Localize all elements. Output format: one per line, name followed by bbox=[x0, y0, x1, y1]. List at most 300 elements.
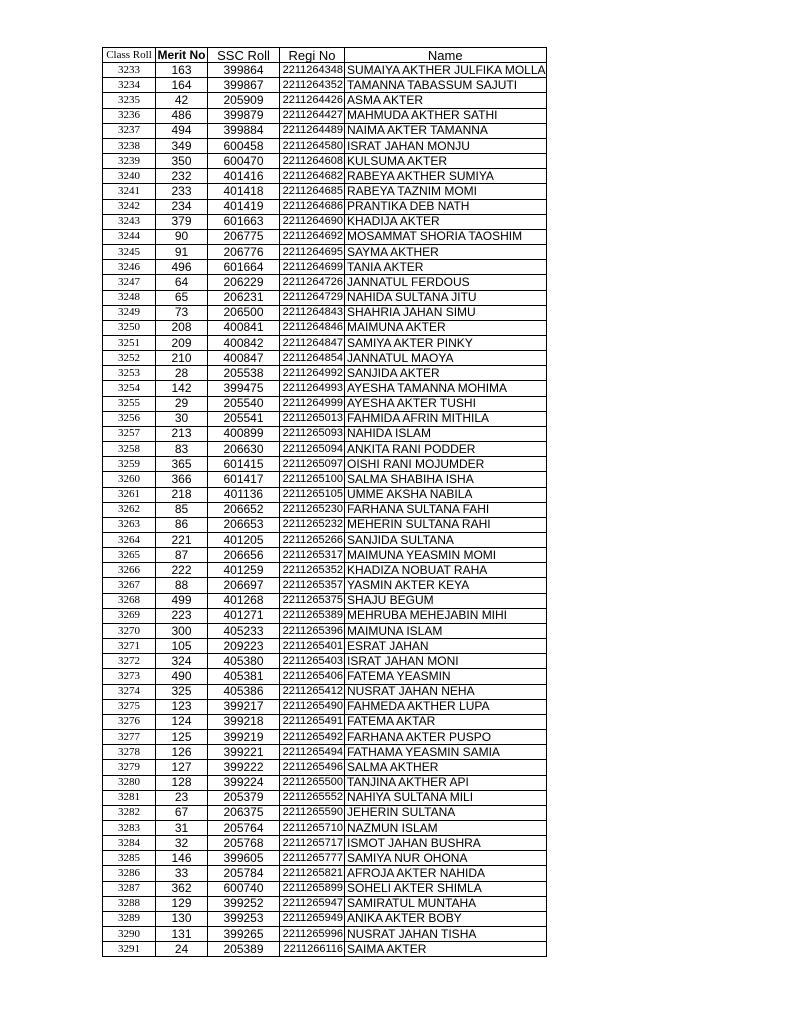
regi-no-cell: 2211265710 bbox=[280, 820, 345, 835]
regi-no-cell: 2211264686 bbox=[280, 199, 345, 214]
regi-no-cell: 2211265100 bbox=[280, 472, 345, 487]
regi-no-cell: 2211265105 bbox=[280, 487, 345, 502]
table-row bbox=[103, 351, 547, 366]
name-cell: TANIA AKTER bbox=[345, 260, 547, 275]
table-row bbox=[103, 305, 547, 320]
class-roll-cell: 3271 bbox=[103, 639, 156, 654]
name-cell: SAYMA AKTHER bbox=[345, 245, 547, 260]
regi-no-cell: 2211264682 bbox=[280, 169, 345, 184]
name-cell: SALMA SHABIHA ISHA bbox=[345, 472, 547, 487]
table-row bbox=[103, 896, 547, 911]
table-row bbox=[103, 78, 547, 93]
name-cell: NAIMA AKTER TAMANNA bbox=[345, 123, 547, 138]
regi-no-cell: 2211265094 bbox=[280, 442, 345, 457]
name-cell: NAZMUN ISLAM bbox=[345, 820, 547, 835]
ssc-roll-cell: 600740 bbox=[208, 881, 280, 896]
ssc-roll-cell: 399867 bbox=[208, 78, 280, 93]
ssc-roll-cell: 399884 bbox=[208, 123, 280, 138]
ssc-roll-cell: 405233 bbox=[208, 623, 280, 638]
regi-no-cell: 2211264993 bbox=[280, 381, 345, 396]
ssc-roll-cell: 206652 bbox=[208, 502, 280, 517]
name-cell: MAHMUDA AKTHER SATHI bbox=[345, 108, 547, 123]
merit-no-cell: 127 bbox=[156, 760, 208, 775]
ssc-roll-cell: 206375 bbox=[208, 805, 280, 820]
table-row bbox=[103, 608, 547, 623]
regi-no-cell: 2211264695 bbox=[280, 245, 345, 260]
class-roll-cell: 3247 bbox=[103, 275, 156, 290]
ssc-roll-cell: 399218 bbox=[208, 714, 280, 729]
name-cell: MAIMUNA YEASMIN MOMI bbox=[345, 548, 547, 563]
class-roll-cell: 3239 bbox=[103, 154, 156, 169]
name-cell: PRANTIKA DEB NATH bbox=[345, 199, 547, 214]
header-ssc-roll: SSC Roll bbox=[208, 48, 280, 63]
regi-no-cell: 2211265093 bbox=[280, 426, 345, 441]
merit-list-table bbox=[102, 47, 547, 957]
regi-no-cell: 2211265777 bbox=[280, 851, 345, 866]
table-row bbox=[103, 533, 547, 548]
table-row bbox=[103, 487, 547, 502]
regi-no-cell: 2211264690 bbox=[280, 214, 345, 229]
class-roll-cell: 3242 bbox=[103, 199, 156, 214]
table-row bbox=[103, 154, 547, 169]
table-row bbox=[103, 245, 547, 260]
table-row bbox=[103, 699, 547, 714]
table-row bbox=[103, 730, 547, 745]
regi-no-cell: 2211265500 bbox=[280, 775, 345, 790]
table-row bbox=[103, 684, 547, 699]
ssc-roll-cell: 601417 bbox=[208, 472, 280, 487]
regi-no-cell: 2211265357 bbox=[280, 578, 345, 593]
merit-no-cell: 130 bbox=[156, 911, 208, 926]
table-row bbox=[103, 927, 547, 942]
regi-no-cell: 2211265490 bbox=[280, 699, 345, 714]
ssc-roll-cell: 205541 bbox=[208, 411, 280, 426]
ssc-roll-cell: 206500 bbox=[208, 305, 280, 320]
merit-no-cell: 65 bbox=[156, 290, 208, 305]
table-row bbox=[103, 260, 547, 275]
merit-no-cell: 223 bbox=[156, 608, 208, 623]
name-cell: MAIMUNA AKTER bbox=[345, 320, 547, 335]
name-cell: ISRAT JAHAN MONI bbox=[345, 654, 547, 669]
class-roll-cell: 3240 bbox=[103, 169, 156, 184]
ssc-roll-cell: 399221 bbox=[208, 745, 280, 760]
ssc-roll-cell: 205768 bbox=[208, 836, 280, 851]
class-roll-cell: 3258 bbox=[103, 442, 156, 457]
table-row bbox=[103, 578, 547, 593]
merit-no-cell: 232 bbox=[156, 169, 208, 184]
merit-no-cell: 210 bbox=[156, 351, 208, 366]
ssc-roll-cell: 399222 bbox=[208, 760, 280, 775]
header-name: Name bbox=[345, 48, 547, 63]
table-header bbox=[103, 48, 547, 63]
merit-no-cell: 64 bbox=[156, 275, 208, 290]
class-roll-cell: 3244 bbox=[103, 229, 156, 244]
ssc-roll-cell: 600470 bbox=[208, 154, 280, 169]
ssc-roll-cell: 399879 bbox=[208, 108, 280, 123]
merit-no-cell: 218 bbox=[156, 487, 208, 502]
regi-no-cell: 2211266116 bbox=[280, 942, 345, 957]
merit-no-cell: 499 bbox=[156, 593, 208, 608]
merit-no-cell: 67 bbox=[156, 805, 208, 820]
ssc-roll-cell: 401136 bbox=[208, 487, 280, 502]
class-roll-cell: 3254 bbox=[103, 381, 156, 396]
class-roll-cell: 3246 bbox=[103, 260, 156, 275]
table-row bbox=[103, 639, 547, 654]
merit-no-cell: 88 bbox=[156, 578, 208, 593]
regi-no-cell: 2211264726 bbox=[280, 275, 345, 290]
name-cell: NUSRAT JAHAN NEHA bbox=[345, 684, 547, 699]
table-row bbox=[103, 214, 547, 229]
merit-no-cell: 209 bbox=[156, 335, 208, 350]
ssc-roll-cell: 205389 bbox=[208, 942, 280, 957]
regi-no-cell: 2211264580 bbox=[280, 138, 345, 153]
class-roll-cell: 3269 bbox=[103, 608, 156, 623]
regi-no-cell: 2211265396 bbox=[280, 623, 345, 638]
regi-no-cell: 2211265496 bbox=[280, 760, 345, 775]
header-merit-no: Merit No bbox=[157, 47, 206, 62]
ssc-roll-cell: 405386 bbox=[208, 684, 280, 699]
regi-no-cell: 2211264427 bbox=[280, 108, 345, 123]
merit-no-cell: 31 bbox=[156, 820, 208, 835]
name-cell: ESRAT JAHAN bbox=[345, 639, 547, 654]
regi-no-cell: 2211264348 bbox=[280, 63, 345, 78]
merit-no-cell: 324 bbox=[156, 654, 208, 669]
table-row bbox=[103, 502, 547, 517]
class-roll-cell: 3282 bbox=[103, 805, 156, 820]
merit-no-cell: 142 bbox=[156, 381, 208, 396]
ssc-roll-cell: 601415 bbox=[208, 457, 280, 472]
class-roll-cell: 3238 bbox=[103, 138, 156, 153]
table-row bbox=[103, 820, 547, 835]
merit-no-cell: 213 bbox=[156, 426, 208, 441]
regi-no-cell: 2211265266 bbox=[280, 533, 345, 548]
name-cell: NAHIDA SULTANA JITU bbox=[345, 290, 547, 305]
regi-no-cell: 2211264489 bbox=[280, 123, 345, 138]
class-roll-cell: 3255 bbox=[103, 396, 156, 411]
table-row bbox=[103, 138, 547, 153]
ssc-roll-cell: 205540 bbox=[208, 396, 280, 411]
class-roll-cell: 3276 bbox=[103, 714, 156, 729]
regi-no-cell: 2211264843 bbox=[280, 305, 345, 320]
class-roll-cell: 3278 bbox=[103, 745, 156, 760]
regi-no-cell: 2211265412 bbox=[280, 684, 345, 699]
merit-no-cell: 23 bbox=[156, 790, 208, 805]
ssc-roll-cell: 209223 bbox=[208, 639, 280, 654]
ssc-roll-cell: 205538 bbox=[208, 366, 280, 381]
ssc-roll-cell: 400841 bbox=[208, 320, 280, 335]
regi-no-cell: 2211265352 bbox=[280, 563, 345, 578]
table-row bbox=[103, 290, 547, 305]
ssc-roll-cell: 400842 bbox=[208, 335, 280, 350]
ssc-roll-cell: 401271 bbox=[208, 608, 280, 623]
ssc-roll-cell: 399475 bbox=[208, 381, 280, 396]
ssc-roll-cell: 399864 bbox=[208, 63, 280, 78]
ssc-roll-cell: 600458 bbox=[208, 138, 280, 153]
regi-no-cell: 2211265494 bbox=[280, 745, 345, 760]
name-cell: FAHMEDA AKTHER LUPA bbox=[345, 699, 547, 714]
merit-no-cell: 90 bbox=[156, 229, 208, 244]
name-cell: AYESHA AKTER TUSHI bbox=[345, 396, 547, 411]
regi-no-cell: 2211265996 bbox=[280, 927, 345, 942]
name-cell: NAHIDA ISLAM bbox=[345, 426, 547, 441]
name-cell: SHAHRIA JAHAN SIMU bbox=[345, 305, 547, 320]
name-cell: SAMIRATUL MUNTAHA bbox=[345, 896, 547, 911]
class-roll-cell: 3233 bbox=[103, 63, 156, 78]
ssc-roll-cell: 399252 bbox=[208, 896, 280, 911]
merit-no-cell: 129 bbox=[156, 896, 208, 911]
table-row bbox=[103, 851, 547, 866]
name-cell: NAHIYA SULTANA MILI bbox=[345, 790, 547, 805]
class-roll-cell: 3249 bbox=[103, 305, 156, 320]
merit-no-cell: 105 bbox=[156, 639, 208, 654]
regi-no-cell: 2211265947 bbox=[280, 896, 345, 911]
table-row bbox=[103, 881, 547, 896]
merit-no-cell: 128 bbox=[156, 775, 208, 790]
regi-no-cell: 2211265552 bbox=[280, 790, 345, 805]
ssc-roll-cell: 601663 bbox=[208, 214, 280, 229]
class-roll-cell: 3237 bbox=[103, 123, 156, 138]
merit-no-cell: 234 bbox=[156, 199, 208, 214]
table-row bbox=[103, 714, 547, 729]
class-roll-cell: 3260 bbox=[103, 472, 156, 487]
name-cell: TANJINA AKTHER API bbox=[345, 775, 547, 790]
class-roll-cell: 3262 bbox=[103, 502, 156, 517]
regi-no-cell: 2211264426 bbox=[280, 93, 345, 108]
ssc-roll-cell: 206630 bbox=[208, 442, 280, 457]
table-row bbox=[103, 790, 547, 805]
name-cell: NUSRAT JAHAN TISHA bbox=[345, 927, 547, 942]
class-roll-cell: 3280 bbox=[103, 775, 156, 790]
class-roll-cell: 3268 bbox=[103, 593, 156, 608]
class-roll-cell: 3279 bbox=[103, 760, 156, 775]
table-row bbox=[103, 942, 547, 957]
name-cell: UMME AKSHA NABILA bbox=[345, 487, 547, 502]
class-roll-cell: 3234 bbox=[103, 78, 156, 93]
ssc-roll-cell: 205379 bbox=[208, 790, 280, 805]
table-row bbox=[103, 623, 547, 638]
table-row bbox=[103, 745, 547, 760]
ssc-roll-cell: 206231 bbox=[208, 290, 280, 305]
merit-no-cell: 350 bbox=[156, 154, 208, 169]
ssc-roll-cell: 405381 bbox=[208, 669, 280, 684]
class-roll-cell: 3277 bbox=[103, 730, 156, 745]
class-roll-cell: 3236 bbox=[103, 108, 156, 123]
table-row bbox=[103, 517, 547, 532]
merit-no-cell: 163 bbox=[156, 63, 208, 78]
class-roll-cell: 3243 bbox=[103, 214, 156, 229]
ssc-roll-cell: 205784 bbox=[208, 866, 280, 881]
class-roll-cell: 3248 bbox=[103, 290, 156, 305]
header-class-roll: Class Roll bbox=[103, 48, 156, 63]
regi-no-cell: 2211265590 bbox=[280, 805, 345, 820]
regi-no-cell: 2211265491 bbox=[280, 714, 345, 729]
name-cell: AFROJA AKTER NAHIDA bbox=[345, 866, 547, 881]
ssc-roll-cell: 401259 bbox=[208, 563, 280, 578]
ssc-roll-cell: 405380 bbox=[208, 654, 280, 669]
name-cell: JANNATUL MAOYA bbox=[345, 351, 547, 366]
class-roll-cell: 3253 bbox=[103, 366, 156, 381]
ssc-roll-cell: 400847 bbox=[208, 351, 280, 366]
class-roll-cell: 3263 bbox=[103, 517, 156, 532]
table-row bbox=[103, 805, 547, 820]
merit-no-cell: 126 bbox=[156, 745, 208, 760]
merit-no-cell: 365 bbox=[156, 457, 208, 472]
regi-no-cell: 2211265717 bbox=[280, 836, 345, 851]
class-roll-cell: 3272 bbox=[103, 654, 156, 669]
name-cell: FAHMIDA AFRIN MITHILA bbox=[345, 411, 547, 426]
class-roll-cell: 3261 bbox=[103, 487, 156, 502]
regi-no-cell: 2211264847 bbox=[280, 335, 345, 350]
ssc-roll-cell: 206653 bbox=[208, 517, 280, 532]
ssc-roll-cell: 399253 bbox=[208, 911, 280, 926]
name-cell: SAIMA AKTER bbox=[345, 942, 547, 957]
table-row bbox=[103, 775, 547, 790]
regi-no-cell: 2211264699 bbox=[280, 260, 345, 275]
regi-no-cell: 2211264846 bbox=[280, 320, 345, 335]
table-row bbox=[103, 472, 547, 487]
class-roll-cell: 3267 bbox=[103, 578, 156, 593]
name-cell: FARHANA SULTANA FAHI bbox=[345, 502, 547, 517]
name-cell: ANKITA RANI PODDER bbox=[345, 442, 547, 457]
table-row bbox=[103, 275, 547, 290]
class-roll-cell: 3252 bbox=[103, 351, 156, 366]
name-cell: RABEYA TAZNIM MOMI bbox=[345, 184, 547, 199]
regi-no-cell: 2211265406 bbox=[280, 669, 345, 684]
name-cell: SOHELI AKTER SHIMLA bbox=[345, 881, 547, 896]
header-regi-no: Regi No bbox=[280, 48, 345, 63]
regi-no-cell: 2211264854 bbox=[280, 351, 345, 366]
name-cell: FATHAMA YEASMIN SAMIA bbox=[345, 745, 547, 760]
regi-no-cell: 2211264992 bbox=[280, 366, 345, 381]
class-roll-cell: 3251 bbox=[103, 335, 156, 350]
merit-no-cell: 85 bbox=[156, 502, 208, 517]
class-roll-cell: 3283 bbox=[103, 820, 156, 835]
regi-no-cell: 2211265403 bbox=[280, 654, 345, 669]
name-cell: AYESHA TAMANNA MOHIMA bbox=[345, 381, 547, 396]
table-row bbox=[103, 123, 547, 138]
regi-no-cell: 2211265492 bbox=[280, 730, 345, 745]
table-body bbox=[103, 63, 547, 957]
ssc-roll-cell: 399265 bbox=[208, 927, 280, 942]
ssc-roll-cell: 206697 bbox=[208, 578, 280, 593]
table-row bbox=[103, 457, 547, 472]
merit-no-cell: 325 bbox=[156, 684, 208, 699]
class-roll-cell: 3265 bbox=[103, 548, 156, 563]
name-cell: FATEMA YEASMIN bbox=[345, 669, 547, 684]
merit-no-cell: 362 bbox=[156, 881, 208, 896]
class-roll-cell: 3281 bbox=[103, 790, 156, 805]
table-row bbox=[103, 93, 547, 108]
regi-no-cell: 2211264352 bbox=[280, 78, 345, 93]
ssc-roll-cell: 401268 bbox=[208, 593, 280, 608]
class-roll-cell: 3289 bbox=[103, 911, 156, 926]
class-roll-cell: 3270 bbox=[103, 623, 156, 638]
name-cell: KHADIJA AKTER bbox=[345, 214, 547, 229]
name-cell: SANJIDA SULTANA bbox=[345, 533, 547, 548]
class-roll-cell: 3274 bbox=[103, 684, 156, 699]
table-row bbox=[103, 320, 547, 335]
table-row bbox=[103, 199, 547, 214]
table-row bbox=[103, 563, 547, 578]
name-cell: OISHI RANI MOJUMDER bbox=[345, 457, 547, 472]
ssc-roll-cell: 206656 bbox=[208, 548, 280, 563]
merit-no-cell: 30 bbox=[156, 411, 208, 426]
table-row bbox=[103, 229, 547, 244]
regi-no-cell: 2211265949 bbox=[280, 911, 345, 926]
table-row bbox=[103, 381, 547, 396]
class-roll-cell: 3241 bbox=[103, 184, 156, 199]
regi-no-cell: 2211265375 bbox=[280, 593, 345, 608]
ssc-roll-cell: 205909 bbox=[208, 93, 280, 108]
name-cell: SAMIYA NUR OHONA bbox=[345, 851, 547, 866]
merit-no-cell: 349 bbox=[156, 138, 208, 153]
table-row bbox=[103, 548, 547, 563]
merit-no-cell: 366 bbox=[156, 472, 208, 487]
regi-no-cell: 2211264608 bbox=[280, 154, 345, 169]
class-roll-cell: 3291 bbox=[103, 942, 156, 957]
merit-no-cell: 24 bbox=[156, 942, 208, 957]
table-row bbox=[103, 108, 547, 123]
table-row bbox=[103, 184, 547, 199]
table-row bbox=[103, 866, 547, 881]
regi-no-cell: 2211265899 bbox=[280, 881, 345, 896]
regi-no-cell: 2211264729 bbox=[280, 290, 345, 305]
table-row bbox=[103, 411, 547, 426]
merit-no-cell: 33 bbox=[156, 866, 208, 881]
table-row bbox=[103, 911, 547, 926]
merit-no-cell: 146 bbox=[156, 851, 208, 866]
regi-no-cell: 2211264685 bbox=[280, 184, 345, 199]
merit-no-cell: 124 bbox=[156, 714, 208, 729]
name-cell: JANNATUL FERDOUS bbox=[345, 275, 547, 290]
class-roll-cell: 3266 bbox=[103, 563, 156, 578]
name-cell: ISRAT JAHAN MONJU bbox=[345, 138, 547, 153]
merit-no-cell: 379 bbox=[156, 214, 208, 229]
regi-no-cell: 2211264999 bbox=[280, 396, 345, 411]
name-cell: SALMA AKTHER bbox=[345, 760, 547, 775]
ssc-roll-cell: 401419 bbox=[208, 199, 280, 214]
table-row bbox=[103, 836, 547, 851]
ssc-roll-cell: 601664 bbox=[208, 260, 280, 275]
table-row bbox=[103, 335, 547, 350]
name-cell: SHAJU BEGUM bbox=[345, 593, 547, 608]
merit-no-cell: 490 bbox=[156, 669, 208, 684]
name-cell: TAMANNA TABASSUM SAJUTI bbox=[345, 78, 547, 93]
table-row bbox=[103, 669, 547, 684]
ssc-roll-cell: 399219 bbox=[208, 730, 280, 745]
regi-no-cell: 2211265097 bbox=[280, 457, 345, 472]
name-cell: MEHRUBA MEHEJABIN MIHI bbox=[345, 608, 547, 623]
class-roll-cell: 3250 bbox=[103, 320, 156, 335]
regi-no-cell: 2211264692 bbox=[280, 229, 345, 244]
name-cell: YASMIN AKTER KEYA bbox=[345, 578, 547, 593]
table-row bbox=[103, 426, 547, 441]
merit-no-cell: 208 bbox=[156, 320, 208, 335]
ssc-roll-cell: 205764 bbox=[208, 820, 280, 835]
regi-no-cell: 2211265821 bbox=[280, 866, 345, 881]
table-row bbox=[103, 442, 547, 457]
ssc-roll-cell: 401418 bbox=[208, 184, 280, 199]
ssc-roll-cell: 399605 bbox=[208, 851, 280, 866]
merit-no-cell: 164 bbox=[156, 78, 208, 93]
merit-no-cell: 496 bbox=[156, 260, 208, 275]
class-roll-cell: 3284 bbox=[103, 836, 156, 851]
name-cell: FARHANA AKTER PUSPO bbox=[345, 730, 547, 745]
name-cell: KHADIZA NOBUAT RAHA bbox=[345, 563, 547, 578]
name-cell: JEHERIN SULTANA bbox=[345, 805, 547, 820]
merit-no-cell: 222 bbox=[156, 563, 208, 578]
regi-no-cell: 2211265389 bbox=[280, 608, 345, 623]
